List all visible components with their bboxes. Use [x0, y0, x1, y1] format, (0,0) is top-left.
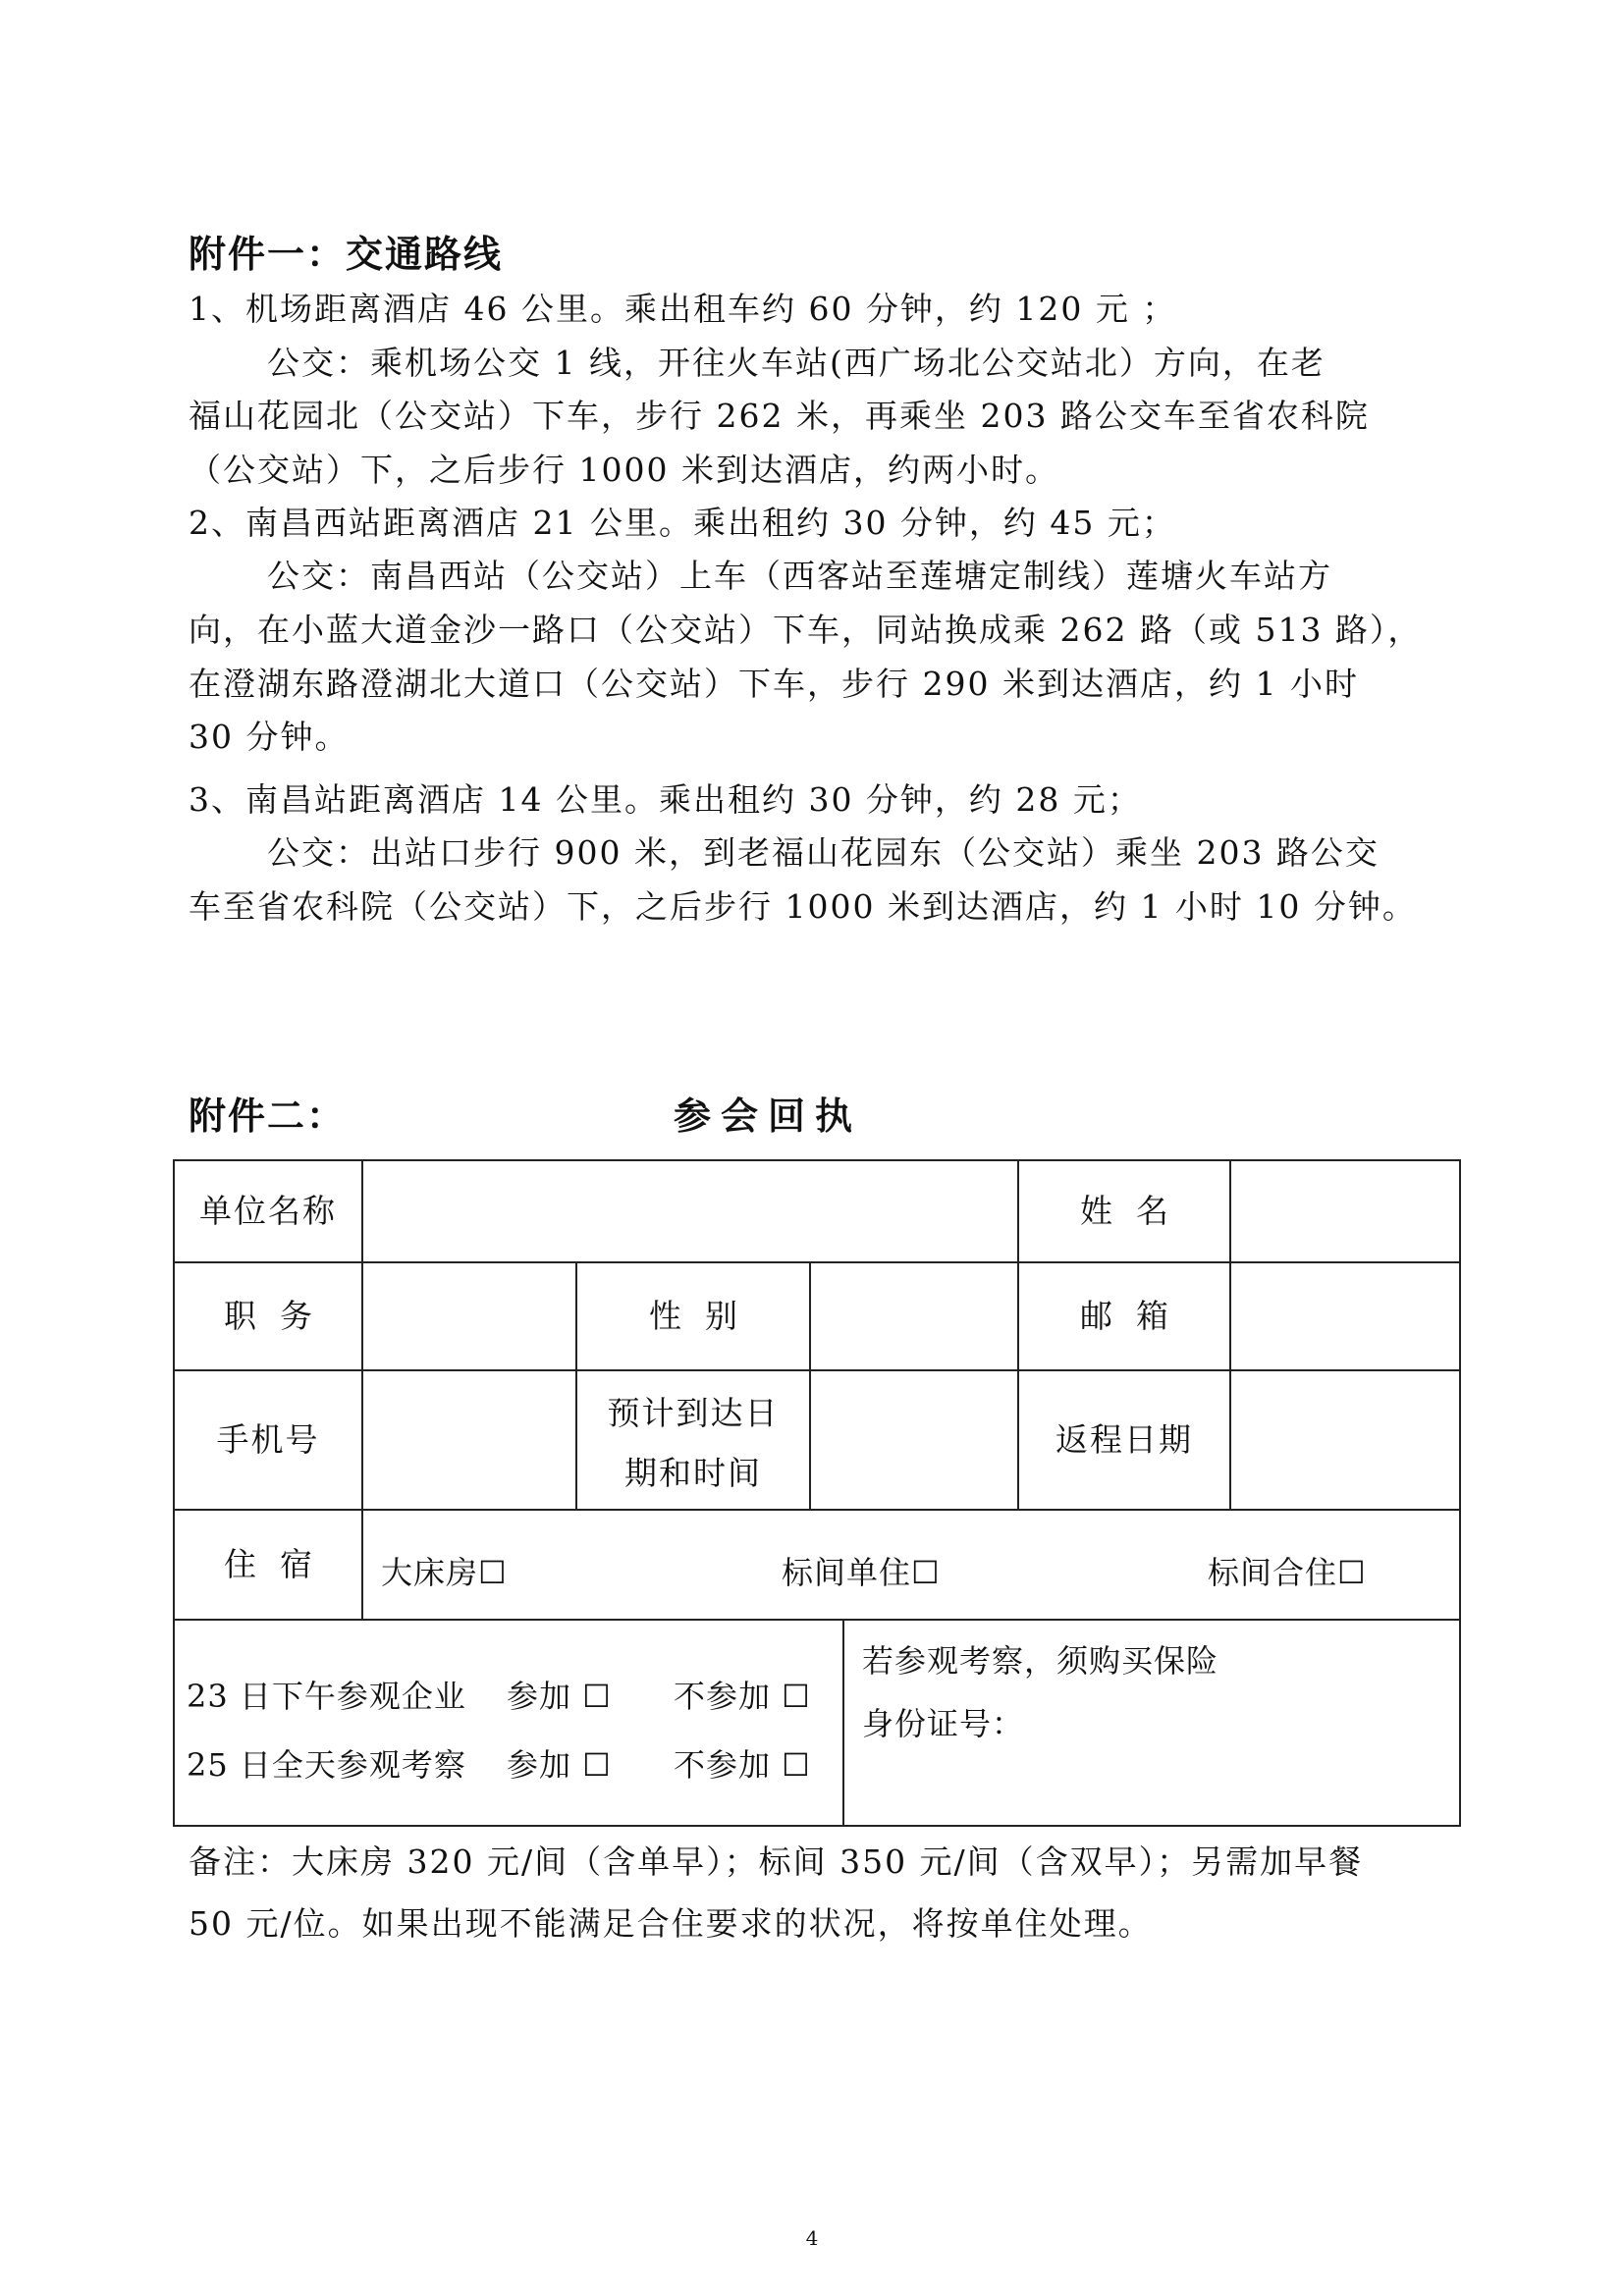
route-line: 公交：乘机场公交 1 线，开往火车站(西广场北公交站北）方向，在老 — [267, 344, 1326, 382]
email-field[interactable] — [1231, 1263, 1459, 1369]
table-border — [173, 1825, 1461, 1827]
visit-label: 25 日全天参观考察 — [187, 1746, 466, 1784]
page-number: 4 — [805, 2226, 819, 2250]
route-line: 车至省农科院（公交站）下，之后步行 1000 米到达酒店，约 1 小时 10 分钟。 — [189, 887, 1417, 926]
name-field[interactable] — [1231, 1161, 1459, 1261]
return-date-label: 返程日期 — [1056, 1420, 1193, 1459]
route-line: 1、机场距离酒店 46 公里。乘出租车约 60 分钟，约 120 元 ； — [189, 290, 1177, 328]
visit-attend-checkbox[interactable]: 参加 ☐ — [507, 1678, 612, 1715]
position-field[interactable] — [363, 1263, 575, 1369]
lodging-option-king[interactable]: 大床房☐ — [381, 1554, 508, 1591]
route-line: 在澄湖东路澄湖北大道口（公交站）下车，步行 290 米到达酒店，约 1 小时 — [189, 665, 1359, 703]
visit-attend-checkbox[interactable]: 参加 ☐ — [507, 1746, 612, 1784]
remarks-line: 备注：大床房 320 元/间（含单早）；标间 350 元/间（含双早）；另需加早餐 — [189, 1842, 1364, 1881]
phone-field[interactable] — [363, 1371, 575, 1509]
arrival-label — [577, 1371, 809, 1509]
route-line: 公交：南昌西站（公交站）上车（西客站至莲塘定制线）莲塘火车站方 — [267, 557, 1332, 595]
arrival-label-line2: 期和时间 — [624, 1454, 762, 1492]
route-line: 福山花园北（公交站）下车，步行 262 米，再乘坐 203 路公交车至省农科院 — [189, 397, 1370, 435]
name-label: 姓名 — [1080, 1192, 1192, 1230]
table-border — [1459, 1159, 1461, 1827]
route-line: 向，在小蓝大道金沙一路口（公交站）下车，同站换成乘 262 路（或 513 路）， — [189, 611, 1423, 649]
route-line: 2、南昌西站距离酒店 21 公里。乘出租约 30 分钟，约 45 元； — [189, 504, 1176, 542]
arrival-label-line1: 预计到达日 — [607, 1394, 780, 1432]
lodging-option-twin-single[interactable]: 标间单住☐ — [782, 1554, 941, 1591]
phone-label: 手机号 — [216, 1420, 320, 1459]
return-date-field[interactable] — [1231, 1371, 1459, 1509]
table-border — [173, 1619, 1461, 1621]
lodging-option-twin-shared[interactable]: 标间合住☐ — [1208, 1554, 1367, 1591]
form-title: 参会回执 — [674, 1095, 863, 1138]
route-line: （公交站）下，之后步行 1000 米到达酒店，约两小时。 — [189, 451, 1059, 489]
id-number-label: 身份证号： — [862, 1705, 1025, 1742]
table-border — [173, 1509, 1461, 1511]
table-border — [842, 1619, 844, 1827]
unit-name-label: 单位名称 — [199, 1192, 337, 1230]
remarks-line: 50 元/位。如果出现不能满足合住要求的状况，将按单住处理。 — [189, 1904, 1153, 1943]
visit-decline-checkbox[interactable]: 不参加 ☐ — [674, 1678, 811, 1715]
visit-label: 23 日下午参观企业 — [187, 1678, 466, 1715]
email-label: 邮箱 — [1080, 1297, 1192, 1335]
section1-heading: 附件一：交通路线 — [189, 233, 504, 276]
gender-label: 性别 — [649, 1297, 761, 1335]
section2-heading: 附件二： — [189, 1095, 347, 1138]
unit-name-field[interactable] — [363, 1161, 1017, 1261]
gender-field[interactable] — [811, 1263, 1017, 1369]
route-line: 3、南昌站距离酒店 14 公里。乘出租约 30 分钟，约 28 元； — [189, 780, 1142, 819]
position-label: 职务 — [224, 1297, 336, 1335]
visit-decline-checkbox[interactable]: 不参加 ☐ — [674, 1746, 811, 1784]
insurance-note: 若参观考察，须购买保险 — [862, 1642, 1219, 1680]
registration-form-table — [173, 1159, 1461, 1827]
route-line: 30 分钟。 — [189, 718, 350, 756]
route-line: 公交：出站口步行 900 米，到老福山花园东（公交站）乘坐 203 路公交 — [267, 833, 1380, 872]
lodging-label: 住宿 — [224, 1545, 336, 1583]
id-number-field[interactable] — [1017, 1694, 1449, 1743]
arrival-field[interactable] — [811, 1371, 1017, 1509]
